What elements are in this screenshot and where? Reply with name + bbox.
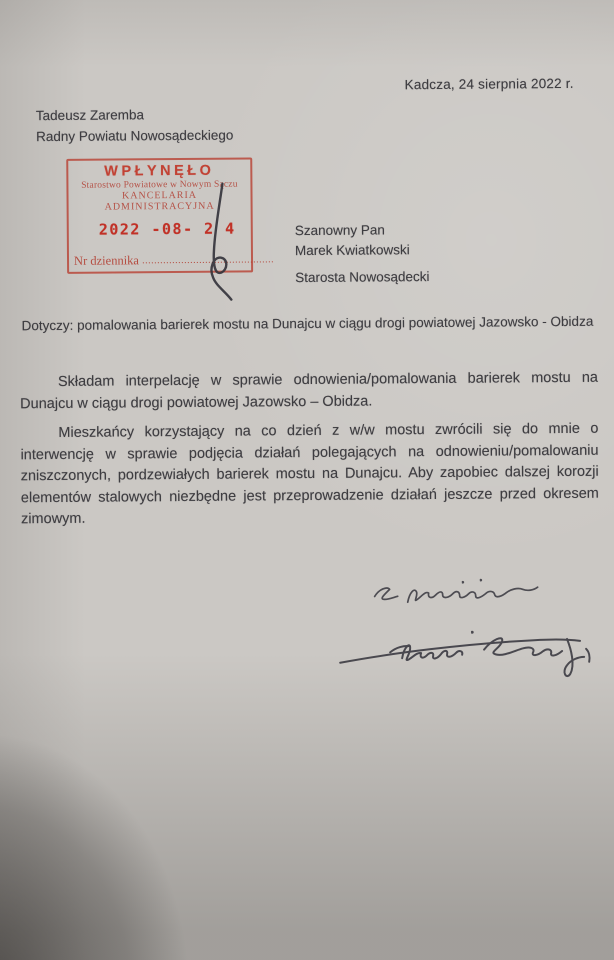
- signature-handwriting: [334, 621, 599, 691]
- stamp-journal-label: Nr dziennika: [73, 253, 139, 268]
- recipient-salutation: Szanowny Pan: [294, 222, 385, 239]
- stamp-paraph-handwriting: [196, 178, 249, 304]
- body-paragraph-1: Składam interpelację w sprawie odnowienia/pomalowania barierek mostu na Dunajcu w ciągu drogi powiatowej Jazowsko – Obidza.: [20, 369, 599, 412]
- stamp-journal-dots: ............................................: [142, 254, 275, 267]
- body-paragraph-2: Mieszkańcy korzystający na co dzień z w/w mostu zwrócili się do mnie o interwencję w sprawie podjęcia działań polegających na odnowieniu/pomalowaniu zniszczonych, pordzewiałych barierek mostu na Dunajcu. Aby zapobiec dalszej korozji elementów stalowych niezbędne jest przeprowadzenie działań jeszcze przed okresem zimowym.: [20, 420, 599, 528]
- recipient-name: Marek Kwiatkowski: [294, 242, 410, 259]
- subject-line: Dotyczy: pomalowania barierek mostu na Dunajcu w ciągu drogi powiatowej Jazowsko - Obidza: [21, 313, 594, 334]
- closing-handwriting: [367, 571, 539, 610]
- sender-block: [36, 105, 234, 148]
- date-line: Kadcza, 24 sierpnia 2022 r.: [404, 75, 574, 93]
- stamp-office-line2: KANCELARIA ADMINISTRACYJNA: [104, 189, 215, 213]
- recipient-block: [295, 220, 430, 288]
- sender-title: Radny Powiatu Nowosądeckiego: [35, 127, 234, 144]
- stamp-date: 2022 -08- 2 4: [98, 219, 236, 239]
- recipient-title: Starosta Nowosądecki: [295, 269, 430, 286]
- sender-name: Tadeusz Zaremba: [35, 107, 145, 124]
- stamp-office-line1: Starostwo Powiatowe w Nowym Sączu: [81, 179, 238, 191]
- stamp-received-label: WPŁYNĘŁO: [104, 162, 215, 180]
